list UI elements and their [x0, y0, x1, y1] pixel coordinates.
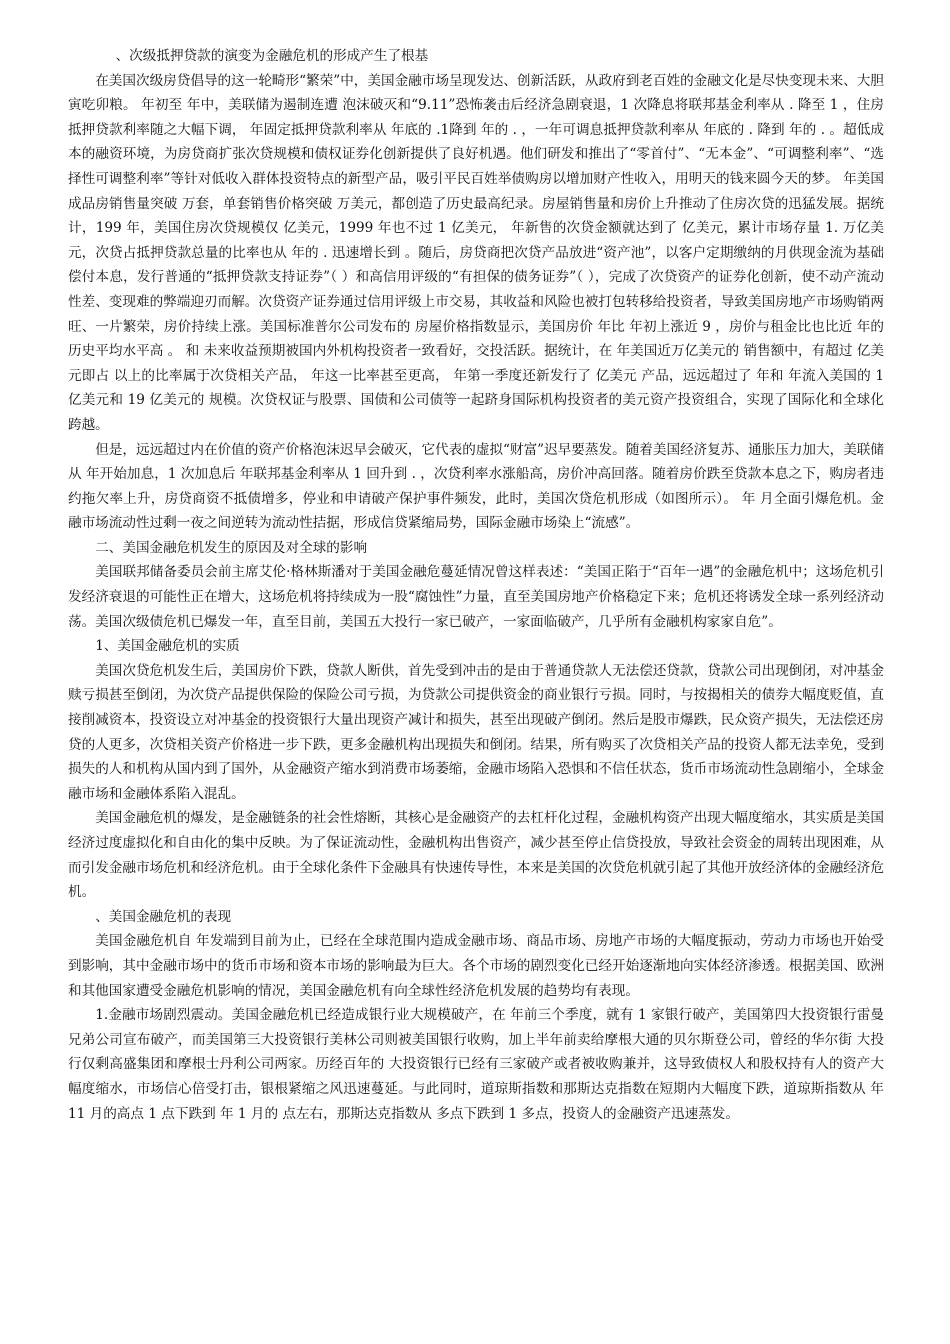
section-heading-causes: 二、美国金融危机发生的原因及对全球的影响 [95, 539, 368, 556]
document-page [68, 44, 884, 1126]
section-heading-subprime-origin: 、次级抵押贷款的演变为金融危机的形成产生了根基 [115, 48, 429, 64]
subheading-manifestations: 、美国金融危机的表现 [95, 908, 232, 925]
paragraph: 美国次贷危机发生后，美国房价下跌，贷款人断供，首先受到冲击的是由于普通贷款人无法偿还贷款，贷款公司出现倒闭，对冲基金赎亏损甚至倒闭，为次贷产品提供保险的保险公司亏损，为贷款公司提供资金的商业银行亏损。同时，与按揭相关的债券大幅度贬值，直接削减资本，投资设立对冲基金的投资银行大量出现资产减计和损失，甚至出现破产倒闭。然后是股市爆跌，民众资产损失，无法偿还房贷的人更多，次贷相关资产价格进一步下跌，更多金融机构出现损失和倒闭。结果，所有购买了次贷相关产品的投资人都无法幸免，受到损失的人和机构从国内到了国外，从金融资产缩水到消费市场萎缩，金融市场陷入恐惧和不信任状态，货币市场流动性急剧缩小，全球金融市场和金融体系陷入混乱。 [68, 662, 884, 802]
paragraph: 美国联邦储备委员会前主席艾伦·格林斯潘对于美国金融危蔓延情况曾这样表述：“美国正陷于“百年一遇”的金融危机中；这场危机引发经济衰退的可能性正在增大，这场危机将持续成为一股“腐蚀性”力量，直至美国房地产价格稳定下来；危机还将诱发全球一系列经济动荡。美国次级债危机已爆发一年，直至目前，美国五大投行一家已破产，一家面临破产，几乎所有金融机构家家自危”。 [68, 564, 884, 630]
paragraph: 在美国次级房贷倡导的这一轮畸形“繁荣”中，美国金融市场呈现发达、创新活跃，从政府到老百姓的金融文化是尽快变现未来、大胆寅吃卯粮。 年初至 年中，美联储为遏制连遭 泡沫破灭和“9.11”恐怖袭击后经济急剧衰退，1 次降息将联邦基金利率从 . 降至 1 ，住房抵押贷款利率随之大幅下调， 年固定抵押贷款利率从 年底的 .1降到 年的 . ，一年可调息抵押贷款利率从 年底的 . 降到 年的 . 。超低成本的融资环境，为房贷商扩张次贷规模和债权证券化创新提供了良好机遇。他们研发和推出了“零首付”、“无本金”、“可调整利率”、“选择性可调整利率”等针对低收入群体投资特点的新型产品，吸引平民百姓举债购房以增加财产性收入，用明天的钱来圆今天的梦。 年美国成品房销售量突破 万套，单套销售价格突破 万美元，都创造了历史最高纪录。房屋销售量和房价上升推动了住房次贷的迅猛发展。据统计，199 年，美国住房次贷规模仅 亿美元，1999 年也不过 1 亿美元， 年新售的次贷金额就达到了 亿美元，累计市场存量 1. 万亿美元，次贷占抵押贷款总量的比率也从 年的 . 迅速增长到 。随后，房贷商把次贷产品放进“资产池”，以客户定期缴纳的月供现金流为基础偿付本息，发行普通的“抵押贷款支持证券”（ ）和高信用评级的“有担保的债务证券”（ ），完成了次贷资产的证券化创新，使不动产流动性差、变现难的弊端迎刃而解。次贷资产证券通过信用评级上市交易，其收益和风险也被打包转移给投资者，导致美国房地产市场购销两旺、一片繁荣，房价持续上涨。美国标准普尔公司发布的 房屋价格指数显示，美国房价 年比 年初上涨近 9 ，房价与租金比也比近 年的历史平均水平高 。 和 未来收益预期被国内外机构投资者一致看好，交投活跃。据统计，在 年美国近万亿美元的 销售额中，有超过 亿美元即占 以上的比率属于次贷相关产品， 年这一比率甚至更高， 年第一季度还新发行了 亿美元 产品，远远超过了 年和 年流入美国的 1 亿美元和 19 亿美元的 规模。次贷权证与股票、国债和公司债等一起跻身国际机构投资者的美元资产投资组合，实现了国际化和全球化跨越。 [68, 72, 885, 433]
paragraph: 1.金融市场剧烈震动。美国金融危机已经造成银行业大规模破产，在 年前三个季度，就有 1 家银行破产，美国第四大投资银行雷曼兄弟公司宣布破产，而美国第三大投资银行美林公司则被美国银行收购，加上半年前卖给摩根大通的贝尔斯登公司，曾经的华尔街 大投行仅剩高盛集团和摩根士丹利公司两家。历经百年的 大投资银行已经有三家破产或者被收购兼并，这导致债权人和股权持有人的资产大幅度缩水，市场信心倍受打击，银根紧缩之风迅速蔓延。与此同时，道琼斯指数和那斯达克指数在短期内大幅度下跌，道琼斯指数从 年 11 月的高点 1 点下跌到 年 1 月的 点左右，那斯达克指数从 多点下跌到 1 多点，投资人的金融资产迅速蒸发。 [68, 1007, 884, 1122]
paragraph: 美国金融危机的爆发，是金融链条的社会性熔断，其核心是金融资产的去杠杆化过程，金融机构资产出现大幅度缩水，其实质是美国经济过度虚拟化和自由化的集中反映。为了保证流动性，金融机构出售资产，减少甚至停止信贷投放，导致社会资金的周转出现困难，从而引发金融市场危机和经济危机。由于全球化条件下金融具有快速传导性，本来是美国的次贷危机就引起了其他开放经济体的金融经济危机。 [68, 810, 884, 901]
subheading-essence: 1、美国金融危机的实质 [95, 638, 240, 655]
paragraph: 但是，远远超过内在价值的资产价格泡沫迟早会破灭，它代表的虚拟“财富”迟早要蒸发。随着美国经济复苏、通胀压力加大，美联储从 年开始加息，1 次加息后 年联邦基金利率从 1 回升到 . ，次贷利率水涨船高，房价冲高回落。随着房价跌至贷款本息之下，购房者违约拖欠率上升，房贷商资不抵债增多，停业和申请破产保护事件频发，此时，美国次贷危机形成（如图所示）。 年 月全面引爆危机。金融市场流动性过剩一夜之间逆转为流动性拮据，形成信贷紧缩局势，国际金融市场染上“流感”。 [68, 441, 884, 532]
paragraph: 美国金融危机自 年发端到目前为止，已经在全球范围内造成金融市场、商品市场、房地产市场的大幅度振动，劳动力市场也开始受到影响，其中金融市场中的货币市场和资本市场的影响最为巨大。各个市场的剧烈变化已经开始逐渐地向实体经济渗透。根据美国、欧洲和其他国家遭受金融危机影响的情况，美国金融危机有向全球性经济危机发展的趋势均有表现。 [68, 933, 884, 999]
